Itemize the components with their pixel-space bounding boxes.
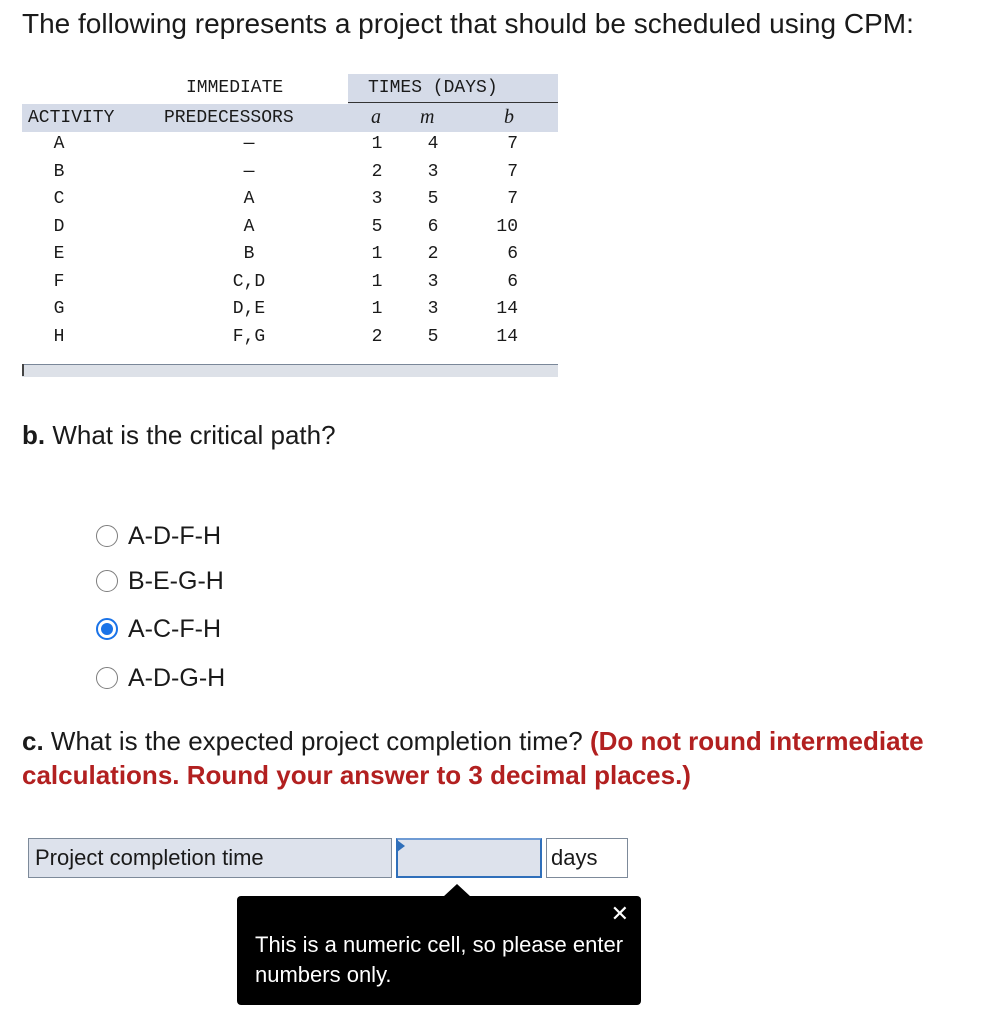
cell-m: 2 <box>427 244 439 264</box>
cell-predecessor: A <box>243 189 255 209</box>
cell-activity: F <box>53 271 65 292</box>
option-label: B-E-G-H <box>128 566 224 595</box>
cell-b: 6 <box>507 244 518 264</box>
cell-m: 5 <box>427 189 439 209</box>
table-footer-bar <box>22 364 558 377</box>
cell-a: 1 <box>371 271 383 292</box>
project-completion-time-input[interactable] <box>396 838 542 878</box>
cell-b: 14 <box>496 299 518 319</box>
question-c <box>22 724 962 792</box>
cell-activity: E <box>53 244 65 264</box>
header-m: m <box>420 106 435 128</box>
header-predecessors: PREDECESSORS <box>164 108 294 128</box>
header-times: TIMES (DAYS) <box>368 78 498 98</box>
cell-activity: H <box>53 326 65 347</box>
table-footer-edge <box>22 364 24 376</box>
cell-activity: B <box>53 161 65 182</box>
cell-b: 7 <box>507 189 518 209</box>
radio-unselected-icon[interactable] <box>96 667 118 689</box>
cell-predecessor: F,G <box>232 326 266 347</box>
radio-unselected-icon[interactable] <box>96 570 118 592</box>
cell-activity: D <box>53 216 65 237</box>
close-icon[interactable]: ✕ <box>610 901 629 926</box>
cell-m: 6 <box>427 216 439 237</box>
input-focus-flag-icon <box>397 840 405 852</box>
option-b-e-g-h[interactable] <box>96 563 224 599</box>
radio-selected-icon[interactable] <box>96 618 118 640</box>
answer-row <box>28 838 628 880</box>
question-c-text: What is the expected project completion time? <box>50 726 583 756</box>
tooltip-message: This is a numeric cell, so please enter numbers only. <box>255 932 624 987</box>
header-b: b <box>504 106 514 128</box>
cell-b: 6 <box>507 271 518 292</box>
answer-input-wrapper <box>392 838 542 880</box>
answer-label: Project completion time <box>28 838 392 878</box>
header-times-underline <box>348 102 558 103</box>
cell-m: 4 <box>427 134 439 154</box>
cell-predecessor: — <box>243 161 255 182</box>
option-label: A-D-G-H <box>128 663 226 692</box>
radio-unselected-icon[interactable] <box>96 525 118 547</box>
option-label: A-D-F-H <box>128 521 222 550</box>
question-c-letter: c. <box>22 726 44 756</box>
cell-b: 10 <box>496 216 518 237</box>
question-b <box>22 420 336 451</box>
cell-m: 3 <box>427 299 439 319</box>
cell-m: 5 <box>427 326 439 347</box>
cell-a: 3 <box>371 189 383 209</box>
question-b-letter: b. <box>22 420 46 450</box>
option-a-c-f-h[interactable] <box>96 611 221 647</box>
question-b-text: What is the critical path? <box>52 420 336 450</box>
cell-predecessor: — <box>243 134 255 154</box>
cell-a: 2 <box>371 161 383 182</box>
option-a-d-g-h[interactable] <box>96 660 225 696</box>
tooltip-arrow <box>443 884 471 897</box>
numeric-cell-tooltip <box>237 896 641 1005</box>
cell-predecessor: D,E <box>232 299 266 319</box>
header-immediate: IMMEDIATE <box>186 78 284 98</box>
answer-unit: days <box>546 838 628 878</box>
option-a-d-f-h[interactable] <box>96 518 221 554</box>
cell-activity: G <box>53 299 65 319</box>
question-c-instruction: (Do not round intermediate calculations. Round your answer to 3 decimal places.) <box>22 726 924 790</box>
cell-b: 7 <box>507 134 518 154</box>
cell-m: 3 <box>427 161 439 182</box>
cell-b: 7 <box>507 161 518 182</box>
cell-a: 2 <box>371 326 383 347</box>
cell-a: 1 <box>371 134 383 154</box>
header-a: a <box>371 106 381 128</box>
cell-predecessor: C,D <box>232 271 266 292</box>
cell-a: 1 <box>371 244 383 264</box>
cell-predecessor: B <box>243 244 255 264</box>
cell-activity: A <box>53 134 65 154</box>
cell-a: 5 <box>371 216 383 237</box>
cell-a: 1 <box>371 299 383 319</box>
header-activity: ACTIVITY <box>28 108 115 128</box>
option-label: A-C-F-H <box>128 614 222 643</box>
cell-b: 14 <box>496 326 518 347</box>
cell-m: 3 <box>427 271 439 292</box>
cell-activity: C <box>53 189 65 209</box>
problem-intro: The following represents a project that should be scheduled using CPM: <box>22 8 914 39</box>
cell-predecessor: A <box>243 216 255 237</box>
